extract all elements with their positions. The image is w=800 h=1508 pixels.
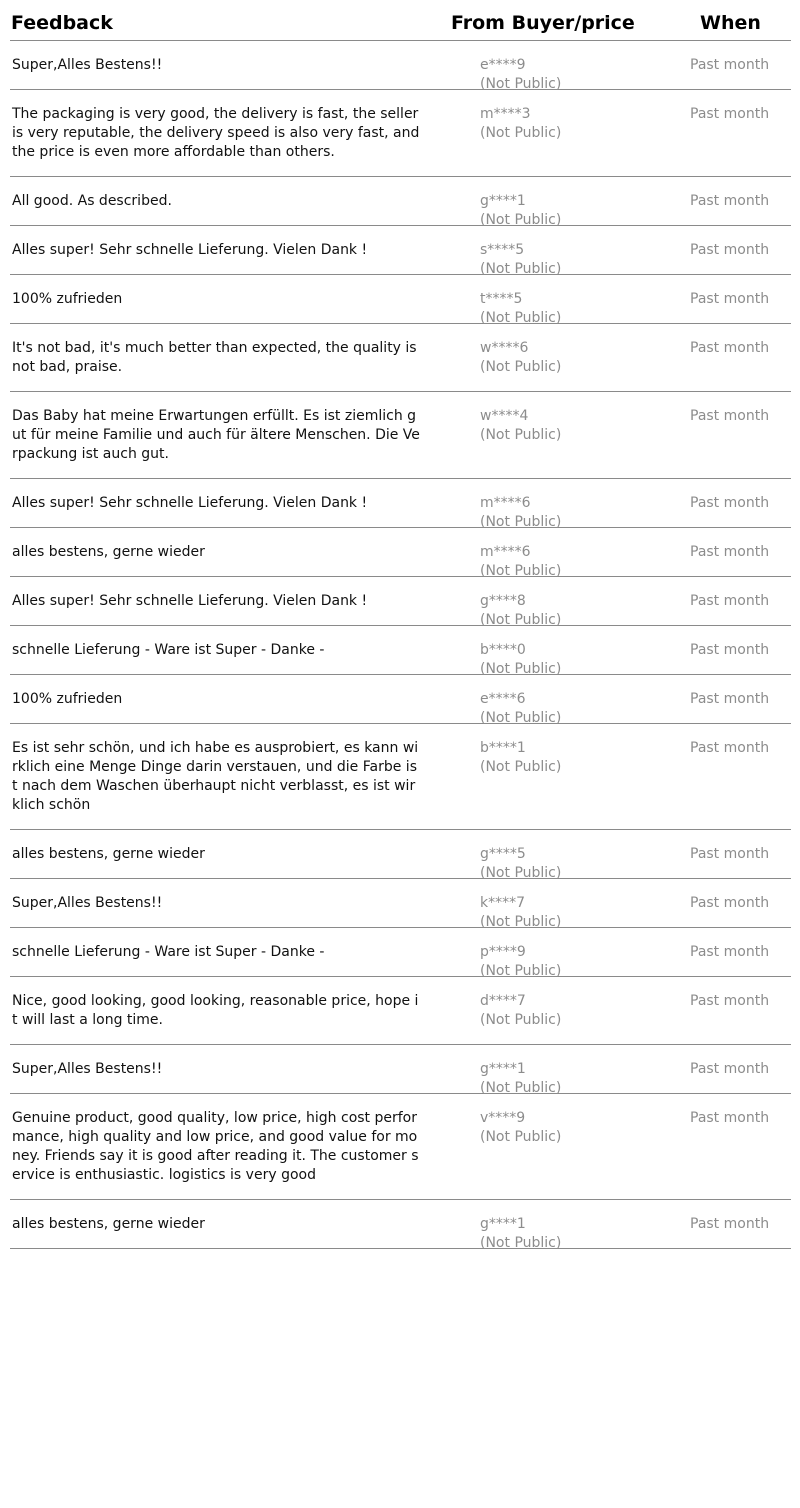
table-row (10, 626, 791, 675)
buyer-name: t****5 (480, 291, 523, 307)
buyer-cell (480, 192, 561, 230)
feedback-text: schnelle Lieferung - Ware ist Super - Danke - (12, 944, 325, 960)
table-row (10, 879, 791, 928)
table-row (10, 724, 791, 830)
when-cell: Past month (690, 106, 770, 122)
buyer-cell (480, 845, 561, 883)
buyer-note: (Not Public) (480, 212, 562, 228)
feedback-text: Alles super! Sehr schnelle Lieferung. Vielen Dank ! (12, 593, 368, 609)
buyer-name: k****7 (480, 895, 526, 911)
buyer-cell (480, 494, 561, 532)
table-row (10, 479, 791, 528)
buyer-note: (Not Public) (480, 261, 562, 277)
buyer-cell (480, 241, 561, 279)
when-cell: Past month (690, 495, 770, 511)
buyer-name: g****5 (480, 846, 526, 862)
table-row (10, 528, 791, 577)
feedback-text: All good. As described. (12, 193, 172, 209)
buyer-cell (480, 894, 561, 932)
feedback-text: Genuine product, good quality, low price, high cost performance, high quality and low price, and good value for money. Friends say it is good after reading it. The customer service is enthusiastic. logistics is very good (12, 1110, 419, 1183)
buyer-name: g****1 (480, 1216, 526, 1232)
when-cell: Past month (690, 846, 770, 862)
table-row (10, 1200, 791, 1249)
table-row (10, 324, 791, 392)
buyer-cell (480, 339, 561, 377)
when-cell: Past month (690, 1061, 770, 1077)
feedback-text: Das Baby hat meine Erwartungen erfüllt. Es ist ziemlich gut für meine Familie und auch für ältere Menschen. Die Verpackung ist auch gut. (12, 408, 420, 462)
buyer-name: m****6 (480, 544, 531, 560)
buyer-name: m****3 (480, 106, 531, 122)
table-row (10, 577, 791, 626)
buyer-name: e****9 (480, 57, 526, 73)
column-header-feedback: Feedback (11, 12, 113, 34)
when-cell: Past month (690, 593, 770, 609)
buyer-name: w****4 (480, 408, 529, 424)
feedback-text: Super,Alles Bestens!! (12, 57, 163, 73)
feedback-text: Alles super! Sehr schnelle Lieferung. Vielen Dank ! (12, 242, 368, 258)
when-cell: Past month (690, 944, 770, 960)
column-header-when: When (700, 12, 761, 34)
table-row (10, 675, 791, 724)
buyer-note: (Not Public) (480, 1012, 562, 1028)
buyer-cell (480, 943, 561, 981)
table-row (10, 226, 791, 275)
buyer-cell (480, 290, 561, 328)
when-cell: Past month (690, 895, 770, 911)
table-row (10, 1094, 791, 1200)
buyer-note: (Not Public) (480, 865, 562, 881)
buyer-note: (Not Public) (480, 125, 562, 141)
when-cell: Past month (690, 193, 770, 209)
buyer-name: v****9 (480, 1110, 526, 1126)
table-row (10, 830, 791, 879)
when-cell: Past month (690, 642, 770, 658)
when-cell: Past month (690, 291, 770, 307)
buyer-name: g****8 (480, 593, 526, 609)
buyer-name: e****6 (480, 691, 526, 707)
table-row (10, 275, 791, 324)
buyer-note: (Not Public) (480, 310, 562, 326)
feedback-text: schnelle Lieferung - Ware ist Super - Danke - (12, 642, 325, 658)
buyer-name: s****5 (480, 242, 525, 258)
buyer-note: (Not Public) (480, 914, 562, 930)
feedback-text: It's not bad, it's much better than expected, the quality is not bad, praise. (12, 340, 422, 375)
buyer-name: d****7 (480, 993, 526, 1009)
buyer-cell (480, 1215, 561, 1253)
table-row (10, 90, 791, 177)
buyer-note: (Not Public) (480, 661, 562, 677)
when-cell: Past month (690, 1110, 770, 1126)
buyer-name: g****1 (480, 193, 526, 209)
column-header-buyer: From Buyer/price (451, 12, 635, 34)
buyer-note: (Not Public) (480, 1080, 562, 1096)
buyer-cell (480, 1060, 561, 1098)
buyer-cell (480, 641, 561, 679)
buyer-name: p****9 (480, 944, 526, 960)
feedback-text: alles bestens, gerne wieder (12, 846, 205, 862)
buyer-note: (Not Public) (480, 76, 562, 92)
when-cell: Past month (690, 408, 770, 424)
buyer-cell (480, 592, 561, 630)
buyer-cell (480, 105, 561, 143)
feedback-text: alles bestens, gerne wieder (12, 1216, 205, 1232)
when-cell: Past month (690, 691, 770, 707)
buyer-cell (480, 56, 561, 94)
feedback-text: 100% zufrieden (12, 691, 123, 707)
buyer-name: w****6 (480, 340, 529, 356)
feedback-text: Es ist sehr schön, und ich habe es ausprobiert, es kann wirklich eine Menge Dinge darin verstauen, und die Farbe ist nach dem Waschen überhaupt nicht verblasst, es ist wirklich schön (12, 740, 419, 813)
buyer-note: (Not Public) (480, 427, 562, 443)
feedback-text: 100% zufrieden (12, 291, 123, 307)
when-cell: Past month (690, 57, 770, 73)
feedback-text: Super,Alles Bestens!! (12, 1061, 163, 1077)
table-row (10, 1045, 791, 1094)
buyer-name: m****6 (480, 495, 531, 511)
buyer-note: (Not Public) (480, 1235, 562, 1251)
buyer-cell (480, 1109, 561, 1147)
buyer-note: (Not Public) (480, 359, 562, 375)
when-cell: Past month (690, 740, 770, 756)
when-cell: Past month (690, 544, 770, 560)
buyer-name: b****0 (480, 642, 526, 658)
buyer-cell (480, 407, 561, 445)
when-cell: Past month (690, 242, 770, 258)
table-row (10, 177, 791, 226)
buyer-cell (480, 739, 561, 777)
buyer-cell (480, 690, 561, 728)
buyer-note: (Not Public) (480, 1129, 562, 1145)
table-row (10, 41, 791, 90)
table-row (10, 392, 791, 479)
feedback-text: Nice, good looking, good looking, reasonable price, hope it will last a long time. (12, 993, 419, 1028)
table-header (10, 0, 791, 41)
when-cell: Past month (690, 993, 770, 1009)
buyer-note: (Not Public) (480, 563, 562, 579)
feedback-text: The packaging is very good, the delivery is fast, the seller is very reputable, the delivery speed is also very fast, and the price is even more affordable than others. (12, 106, 424, 160)
when-cell: Past month (690, 340, 770, 356)
table-row (10, 977, 791, 1045)
feedback-table (10, 0, 791, 1249)
feedback-text: alles bestens, gerne wieder (12, 544, 205, 560)
buyer-cell (480, 992, 561, 1030)
buyer-note: (Not Public) (480, 612, 562, 628)
buyer-name: g****1 (480, 1061, 526, 1077)
feedback-text: Super,Alles Bestens!! (12, 895, 163, 911)
buyer-note: (Not Public) (480, 963, 562, 979)
table-row (10, 928, 791, 977)
buyer-cell (480, 543, 561, 581)
buyer-note: (Not Public) (480, 759, 562, 775)
buyer-note: (Not Public) (480, 710, 562, 726)
buyer-note: (Not Public) (480, 514, 562, 530)
feedback-text: Alles super! Sehr schnelle Lieferung. Vielen Dank ! (12, 495, 368, 511)
buyer-name: b****1 (480, 740, 526, 756)
when-cell: Past month (690, 1216, 770, 1232)
